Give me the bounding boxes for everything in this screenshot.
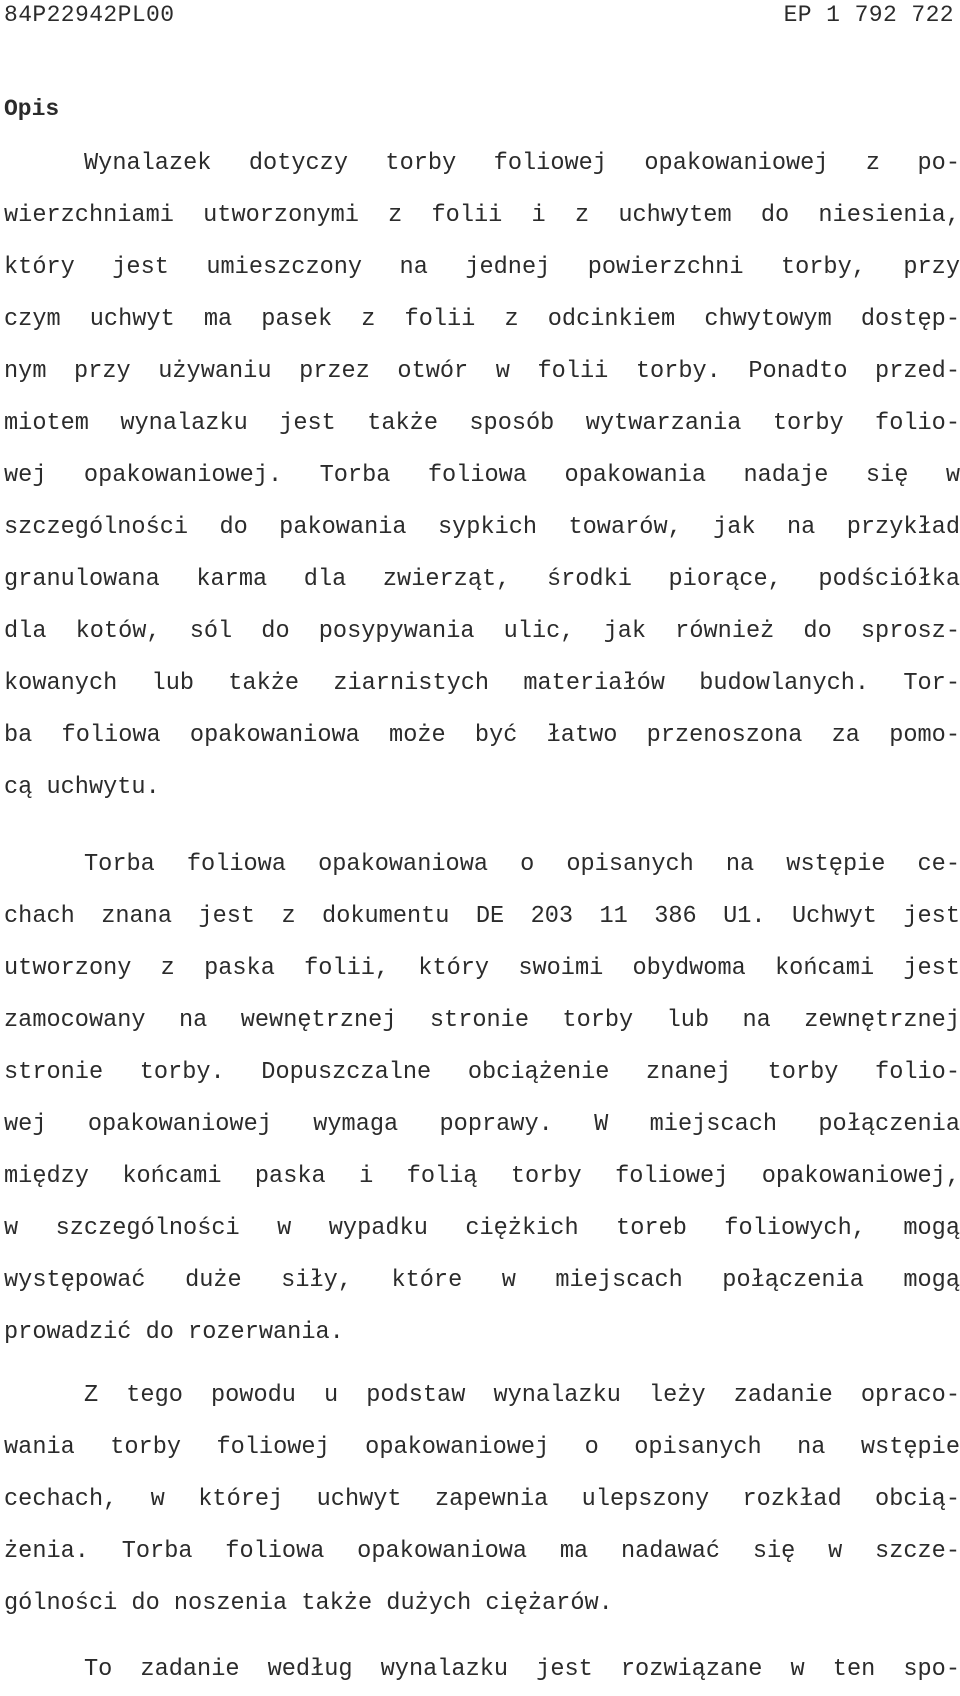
text-line: gólności do noszenia także dużych ciężarów. xyxy=(4,1590,613,1617)
text-line: wej opakowaniowej wymaga poprawy. W miejscach połączenia xyxy=(4,1111,960,1138)
text-line: prowadzić do rozerwania. xyxy=(4,1319,344,1346)
text-line: występować duże siły, które w miejscach połączenia mogą xyxy=(4,1267,960,1294)
text-line: cechach, w której uchwyt zapewnia ulepszony rozkład obcią- xyxy=(4,1486,960,1513)
page-header xyxy=(4,0,954,30)
text-line: dla kotów, sól do posypywania ulic, jak również do sprosz- xyxy=(4,618,960,645)
text-line: wierzchniami utworzonymi z folii i z uchwytem do niesienia, xyxy=(4,202,960,229)
text-line: Z tego powodu u podstaw wynalazku leży zadanie opraco- xyxy=(84,1382,960,1409)
text-line: który jest umieszczony na jednej powierzchni torby, przy xyxy=(4,254,960,281)
paragraph-1 xyxy=(4,138,960,814)
text-line: szczególności do pakowania sypkich towarów, jak na przykład xyxy=(4,514,960,541)
text-line: zamocowany na wewnętrznej stronie torby lub na zewnętrznej xyxy=(4,1007,960,1034)
text-line: To zadanie według wynalazku jest rozwiązane w ten spo- xyxy=(84,1656,960,1683)
text-line: kowanych lub także ziarnistych materiałów budowlanych. Tor- xyxy=(4,670,960,697)
text-line: Wynalazek dotyczy torby foliowej opakowaniowej z po- xyxy=(84,150,960,177)
text-line: żenia. Torba foliowa opakowaniowa ma nadawać się w szcze- xyxy=(4,1538,960,1565)
text-line: czym uchwyt ma pasek z folii z odcinkiem chwytowym dostęp- xyxy=(4,306,960,333)
paragraph-4 xyxy=(4,1644,960,1696)
text-line: granulowana karma dla zwierząt, środki piorące, podściółka xyxy=(4,566,960,593)
text-line: Torba foliowa opakowaniowa o opisanych na wstępie ce- xyxy=(84,851,960,878)
patent-number: EP 1 792 722 xyxy=(783,2,954,28)
text-line: wej opakowaniowej. Torba foliowa opakowania nadaje się w xyxy=(4,462,960,489)
text-line: miotem wynalazku jest także sposób wytwarzania torby folio- xyxy=(4,410,960,437)
section-heading: Opis xyxy=(4,96,60,122)
text-line: cą uchwytu. xyxy=(4,774,160,801)
paragraph-2 xyxy=(4,839,960,1359)
text-line: ba foliowa opakowaniowa może być łatwo przenoszona za pomo- xyxy=(4,722,960,749)
text-line: w szczególności w wypadku ciężkich toreb foliowych, mogą xyxy=(4,1215,960,1242)
text-line: chach znana jest z dokumentu DE 203 11 386 U1. Uchwyt jest xyxy=(4,903,960,930)
text-line: stronie torby. Dopuszczalne obciążenie znanej torby folio- xyxy=(4,1059,960,1086)
text-line: nym przy używaniu przez otwór w folii torby. Ponadto przed- xyxy=(4,358,960,385)
text-line: wania torby foliowej opakowaniowej o opisanych na wstępie xyxy=(4,1434,960,1461)
document-code: 84P22942PL00 xyxy=(4,2,175,28)
paragraph-3 xyxy=(4,1370,960,1630)
text-line: utworzony z paska folii, który swoimi obydwoma końcami jest xyxy=(4,955,960,982)
text-line: między końcami paska i folią torby foliowej opakowaniowej, xyxy=(4,1163,960,1190)
